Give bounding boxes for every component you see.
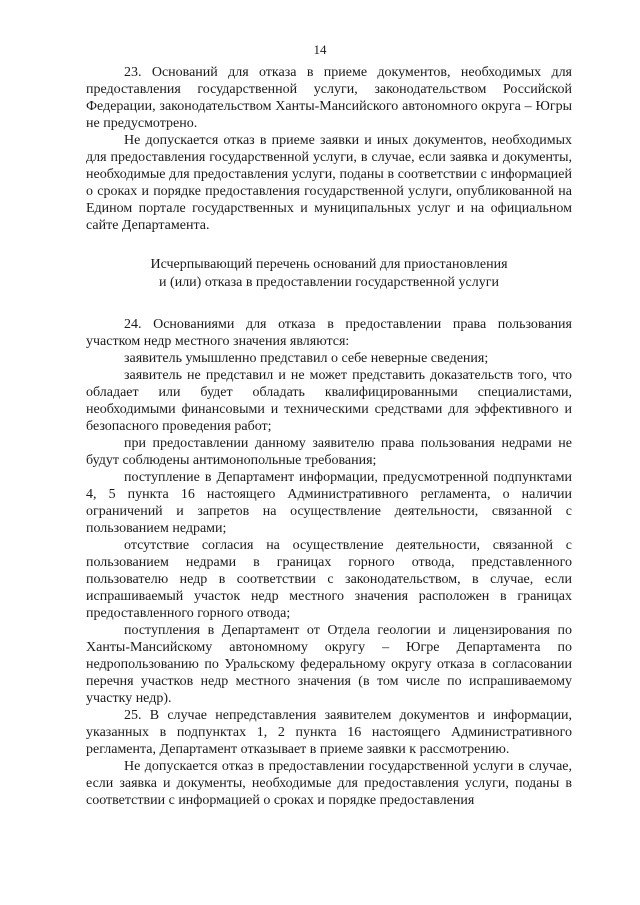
paragraph-23-note: Не допускается отказ в приеме заявки и иных документов, необходимых для предоставления государственной услуги, в случае, если заявка и документы, необходимые для предоставления услуги, поданы в соответствии с информацией о сроках и порядке предоставления государственной услуги, опубликованной на Едином портале государственных и муниципальных услуг и на официальном сайте Департамента. — [86, 133, 572, 233]
document-body — [86, 64, 572, 809]
list-item: поступление в Департамент информации, предусмотренной подпунктами 4, 5 пункта 16 настоящего Административного регламента, о наличии ограничений и запретов на осуществление деятельности, связанной с пользованием недрами; — [86, 470, 572, 536]
list-item: поступления в Департамент от Отдела геологии и лицензирования по Ханты-Мансийскому автономному округу – Югре Департамента по недропользованию по Уральскому федеральному округу отказа в согласовании перечня участков недр местного значения (в том числе по испрашиваемому участку недр). — [86, 623, 572, 706]
list-item: отсутствие согласия на осуществление деятельности, связанной с пользованием недрами в границах горного отвода, представленного пользователю недр в соответствии с законодательством, в случае, если испрашиваемый участок недр местного значения расположен в границах предоставленного горного отвода; — [86, 538, 572, 621]
page-number: 14 — [313, 42, 327, 57]
list-item: при предоставлении данному заявителю права пользования недрами не будут соблюдены антимонопольные требования; — [86, 436, 572, 468]
paragraph-25: 25. В случае непредставления заявителем документов и информации, указанных в подпунктах 1, 2 пункта 16 настоящего Административного регламента, Департамент отказывает в приеме заявки к рассмотрению. — [86, 708, 572, 757]
list-item: заявитель не представил и не может представить доказательств того, что обладает или будет обладать квалифицированными специалистами, необходимыми финансовыми и техническими средствами для эффективного и безопасного проведения работ; — [86, 368, 572, 434]
section-heading-line-2: и (или) отказа в предоставлении государственной услуги — [159, 275, 499, 290]
section-heading — [86, 256, 572, 292]
paragraph-25-note: Не допускается отказ в предоставлении государственной услуги в случае, если заявка и документы, необходимые для предоставления услуги, поданы в соответствии с информацией о сроках и порядке предоставления — [86, 759, 572, 808]
section-heading-line-1: Исчерпывающий перечень оснований для приостановления — [150, 257, 508, 272]
paragraph-24: 24. Основаниями для отказа в предоставлении права пользования участком недр местного значения являются: — [86, 317, 572, 349]
list-item: заявитель умышленно представил о себе неверные сведения; — [124, 351, 489, 366]
paragraph-23: 23. Оснований для отказа в приеме документов, необходимых для предоставления государственной услуги, законодательством Российской Федерации, законодательством Ханты-Мансийского автономного округа – Югры не предусмотрено. — [86, 65, 572, 131]
